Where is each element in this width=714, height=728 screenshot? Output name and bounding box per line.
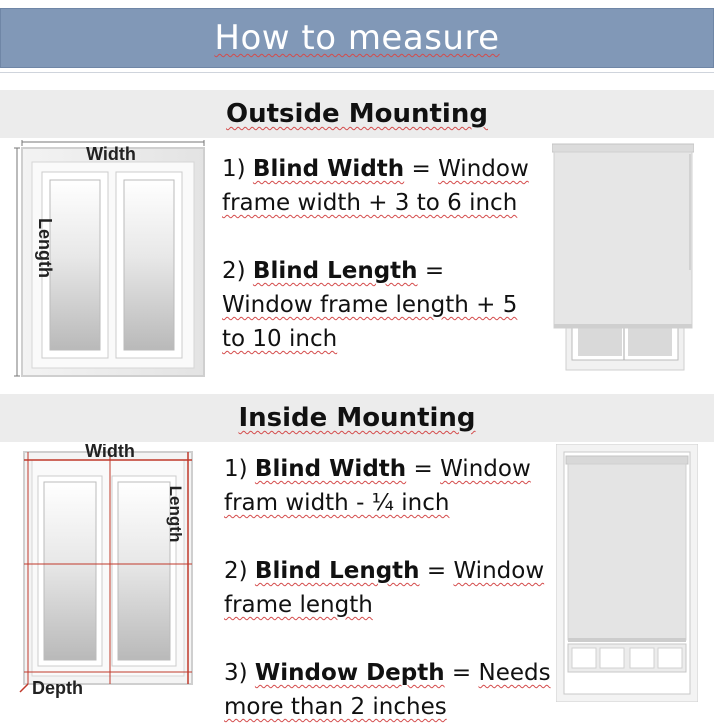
outside-instructions: [222, 152, 542, 390]
item-term: Blind Width: [254, 456, 407, 482]
inside-length-label: Length: [166, 485, 185, 543]
outside-width-label: Width: [86, 144, 136, 164]
inside-item-2: [224, 554, 554, 622]
section-heading-inside: [0, 394, 714, 442]
inside-window-diagram: [14, 444, 210, 702]
inside-heading: Inside Mounting: [238, 403, 476, 433]
item-number: 1): [224, 456, 248, 482]
inside-item-1: [224, 452, 554, 520]
item-equals: =: [424, 258, 445, 284]
item-term: Blind Length: [254, 558, 420, 584]
outside-heading: Outside Mounting: [226, 99, 488, 129]
item-number: 2): [222, 258, 246, 284]
item-term: Window Depth: [254, 660, 445, 686]
item-term: Blind Width: [252, 156, 405, 182]
item-formula: Window frame width + 3 to 6 inch: [222, 156, 529, 216]
item-formula: Window fram width - ¼ inch: [224, 456, 531, 516]
item-number: 3): [224, 660, 248, 686]
item-equals: =: [413, 456, 433, 482]
page-title: How to measure: [214, 18, 500, 58]
inside-item-3: [224, 656, 554, 724]
section-heading-outside: [0, 90, 714, 138]
item-formula: Needs more than 2 inches: [224, 660, 551, 720]
outside-blind-photo: [552, 140, 694, 374]
inside-width-label: Width: [85, 444, 135, 461]
item-number: 2): [224, 558, 248, 584]
item-equals: =: [411, 156, 431, 182]
outside-item-2: [222, 254, 542, 356]
title-bar: [0, 8, 714, 68]
inside-blind-photo: [556, 444, 698, 702]
item-equals: =: [451, 660, 472, 686]
inside-instructions: [224, 452, 554, 728]
outside-item-1: [222, 152, 542, 220]
inside-depth-label: Depth: [32, 678, 83, 698]
outside-length-label: Length: [35, 218, 55, 278]
item-formula: Window frame length: [224, 558, 545, 618]
item-term: Blind Length: [252, 258, 418, 284]
title-divider: [0, 72, 714, 73]
item-formula: Window frame length + 5 to 10 inch: [222, 292, 518, 352]
item-equals: =: [426, 558, 447, 584]
outside-window-diagram: [14, 140, 210, 380]
item-number: 1): [222, 156, 246, 182]
